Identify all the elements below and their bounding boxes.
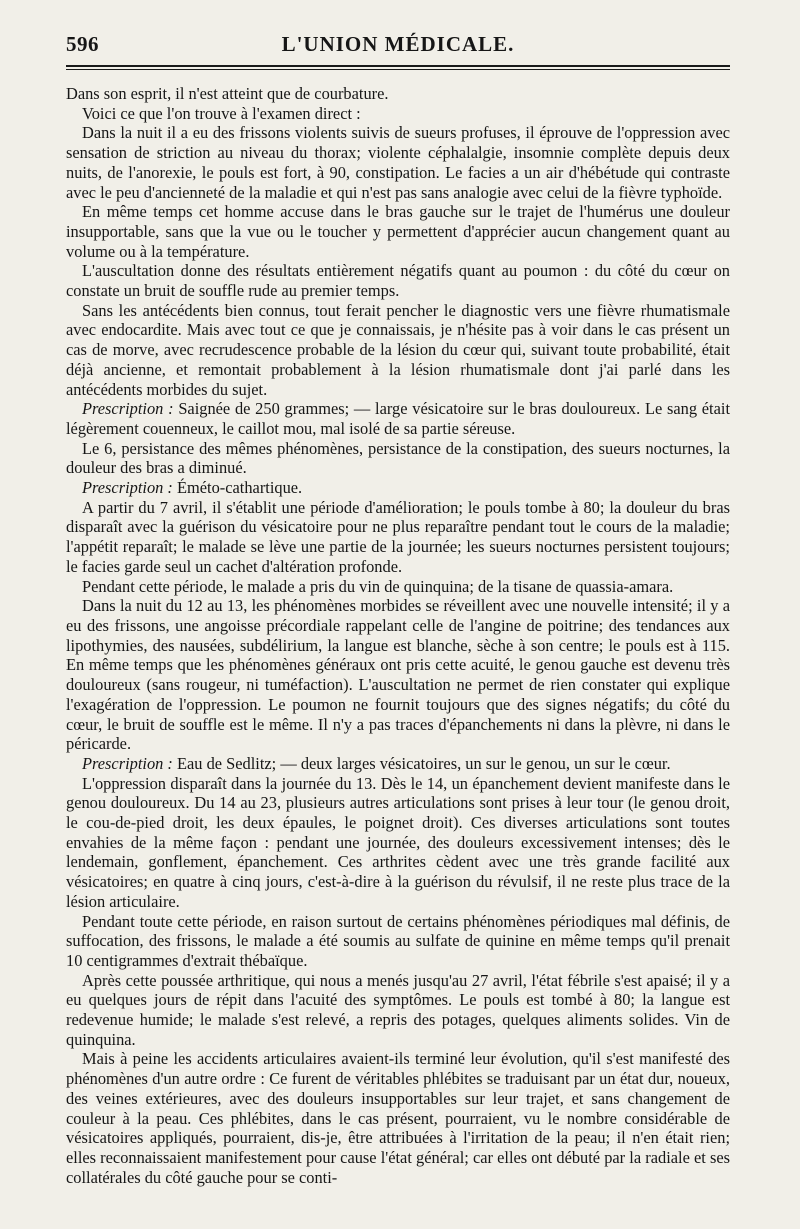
paragraph-text: L'oppression disparaît dans la journée du 13. Dès le 14, un épanchement devient manifeste dans le genou douloureux. Du 14 au 23, plusieurs autres articulations sont prises à leur tour (le genou droit, le cou-de-pied droit, les deux épaules, le poignet droit). Ces diverses articulations sont toutes envahies de la même façon : pendant une journée, des douleurs excessivement intenses; dès le lendemain, gonflement, épanchement. Ces arthrites cèdent avec une très grande facilité aux vésicatoires; en quatre à cinq jours, c'est-à-dire à la guérison du révulsif, il ne reste plus trace de la lésion articulaire. <box>66 773 730 911</box>
prescription-label: Prescription : <box>82 753 173 773</box>
paragraph <box>66 498 730 577</box>
paragraph-text: Pendant toute cette période, en raison surtout de certains phénomènes périodiques mal définis, de suffocation, des frissons, le malade a été soumis au sulfate de quinine en même temps qu'il prenait 10 centigrammes d'extrait thébaïque. <box>66 911 730 970</box>
prescription-paragraph <box>66 754 730 774</box>
paragraph-text: L'auscultation donne des résultats entièrement négatifs quant au poumon : du côté du cœur on constate un bruit de souffle rude au premier temps. <box>66 261 730 301</box>
paragraph-text: En même temps cet homme accuse dans le bras gauche sur le trajet de l'humérus une douleur insupportable, sans que la vue ou le toucher y permettent d'apprécier aucun changement quant au volume ou à la température. <box>66 202 730 261</box>
page-number: 596 <box>66 32 99 56</box>
paragraph <box>66 202 730 261</box>
paragraph-text: A partir du 7 avril, il s'établit une période d'amélioration; le pouls tombe à 80; la douleur du bras disparaît avec la guérison du vésicatoire pour ne plus reparaître pendant tout le cours de la maladie; l'appétit reparaît; le malade se lève une partie de la journée; les sueurs nocturnes persistent toujours; le facies garde seul un cachet d'altération profonde. <box>66 497 730 576</box>
paragraph <box>66 1049 730 1187</box>
page-header <box>66 32 730 63</box>
paragraph-text: Le 6, persistance des mêmes phénomènes, persistance de la constipation, des sueurs nocturnes, la douleur des bras a diminué. <box>66 438 730 478</box>
paragraph-text: Mais à peine les accidents articulaires avaient-ils terminé leur évolution, qu'il s'est manifesté des phénomènes d'un autre ordre : Ce furent de véritables phlébites se traduisant par un état dur, noueux, des veines extérieures, avec des douleurs insupportables sur leur trajet, et sans changement de couleur à la peau. Ces phlébites, dans le cas présent, pourraient, vu le nombre considérable de vésicatoires appliqués, pourraient, dis-je, être attribuées à l'irritation de la peau; il n'en était rien; elles reconnaissaient manifestement pour cause l'état général; car elles ont débuté par la radiale et ses collatérales du côté gauche pour se conti- <box>66 1049 730 1187</box>
paragraph <box>66 104 730 124</box>
paragraph-text: Eau de Sedlitz; — deux larges vésicatoires, un sur le genou, un sur le cœur. <box>172 753 671 773</box>
paragraph <box>66 123 730 202</box>
paragraph-text: Éméto-cathartique. <box>172 478 303 498</box>
paragraph <box>66 912 730 971</box>
paragraph-text: Pendant cette période, le malade a pris du vin de quinquina; de la tisane de quassia-amara. <box>82 576 674 596</box>
paragraph <box>66 577 730 597</box>
paragraph <box>66 774 730 912</box>
paragraph <box>66 971 730 1050</box>
paragraph <box>66 301 730 400</box>
paragraph-text: Après cette poussée arthritique, qui nous a menés jusqu'au 27 avril, l'état fébrile s'est apaisé; il y a eu quelques jours de répit dans l'acuité des symptômes. Le pouls est tombé à 80; la langue est redevenue humide; le malade s'est relevé, a repris des potages, quelques aliments solides. Vin de quinquina. <box>66 970 730 1049</box>
paragraph-text: Dans la nuit il a eu des frissons violents suivis de sueurs profuses, il éprouve de l'oppression avec sensation de striction au niveau du thorax; violente céphalalgie, insomnie complète depuis deux nuits, de l'anorexie, le pouls est fort, à 90, constipation. Le facies a un air d'hébétude qui contraste avec le peu d'ancienneté de la maladie et qui n'est pas sans analogie avec celui de la fièvre typhoïde. <box>66 123 730 202</box>
prescription-paragraph <box>66 478 730 498</box>
paragraph-text: Saignée de 250 grammes; — large vésicatoire sur le bras douloureux. Le sang était légèrement couenneux, le caillot mou, mal isolé de sa partie séreuse. <box>66 399 730 438</box>
paragraph-text: Dans son esprit, il n'est atteint que de courbature. <box>66 84 389 103</box>
running-title: L'UNION MÉDICALE. <box>281 32 515 56</box>
prescription-paragraph <box>66 399 730 438</box>
paragraph <box>66 84 730 104</box>
body-text <box>66 84 730 1187</box>
header-rule-thin <box>66 69 730 70</box>
paragraph <box>66 439 730 478</box>
paragraph-text: Voici ce que l'on trouve à l'examen direct : <box>82 103 361 123</box>
prescription-label: Prescription : <box>82 399 174 419</box>
paragraph <box>66 596 730 754</box>
paragraph <box>66 261 730 300</box>
paragraph-text: Dans la nuit du 12 au 13, les phénomènes morbides se réveillent avec une nouvelle intensité; il y a eu des frissons, une angoisse précordiale rappelant celle de l'angine de poitrine; des tendances aux lipothymies, des nausées, subdélirium, la langue est blanche, sèche à son centre; le pouls est à 115. En même temps que les phénomènes généraux ont pris cette acuité, le genou gauche est devenu très douloureux (sans rougeur, ni tuméfaction). L'auscultation ne permet de rien constater qui explique l'exagération de l'oppression. Le poumon ne fournit toujours que des signes négatifs; du côté du cœur, le bruit de souffle est le même. Il n'y a pas traces d'épanchements ni dans la plèvre, ni dans le péricarde. <box>66 596 730 754</box>
prescription-label: Prescription : <box>82 478 173 498</box>
header-rule <box>66 65 730 67</box>
paragraph-text: Sans les antécédents bien connus, tout ferait pencher le diagnostic vers une fièvre rhumatismale avec endocardite. Mais avec tout ce que je connaissais, je n'hésite pas à voir dans le cas présent un cas de morve, avec recrudescence probable de la lésion du cœur qui, suivant toute probabilité, était déjà ancienne, et remontait probablement à la lésion rhumatismale dont j'ai parlé dans les antécédents morbides du sujet. <box>66 300 730 399</box>
